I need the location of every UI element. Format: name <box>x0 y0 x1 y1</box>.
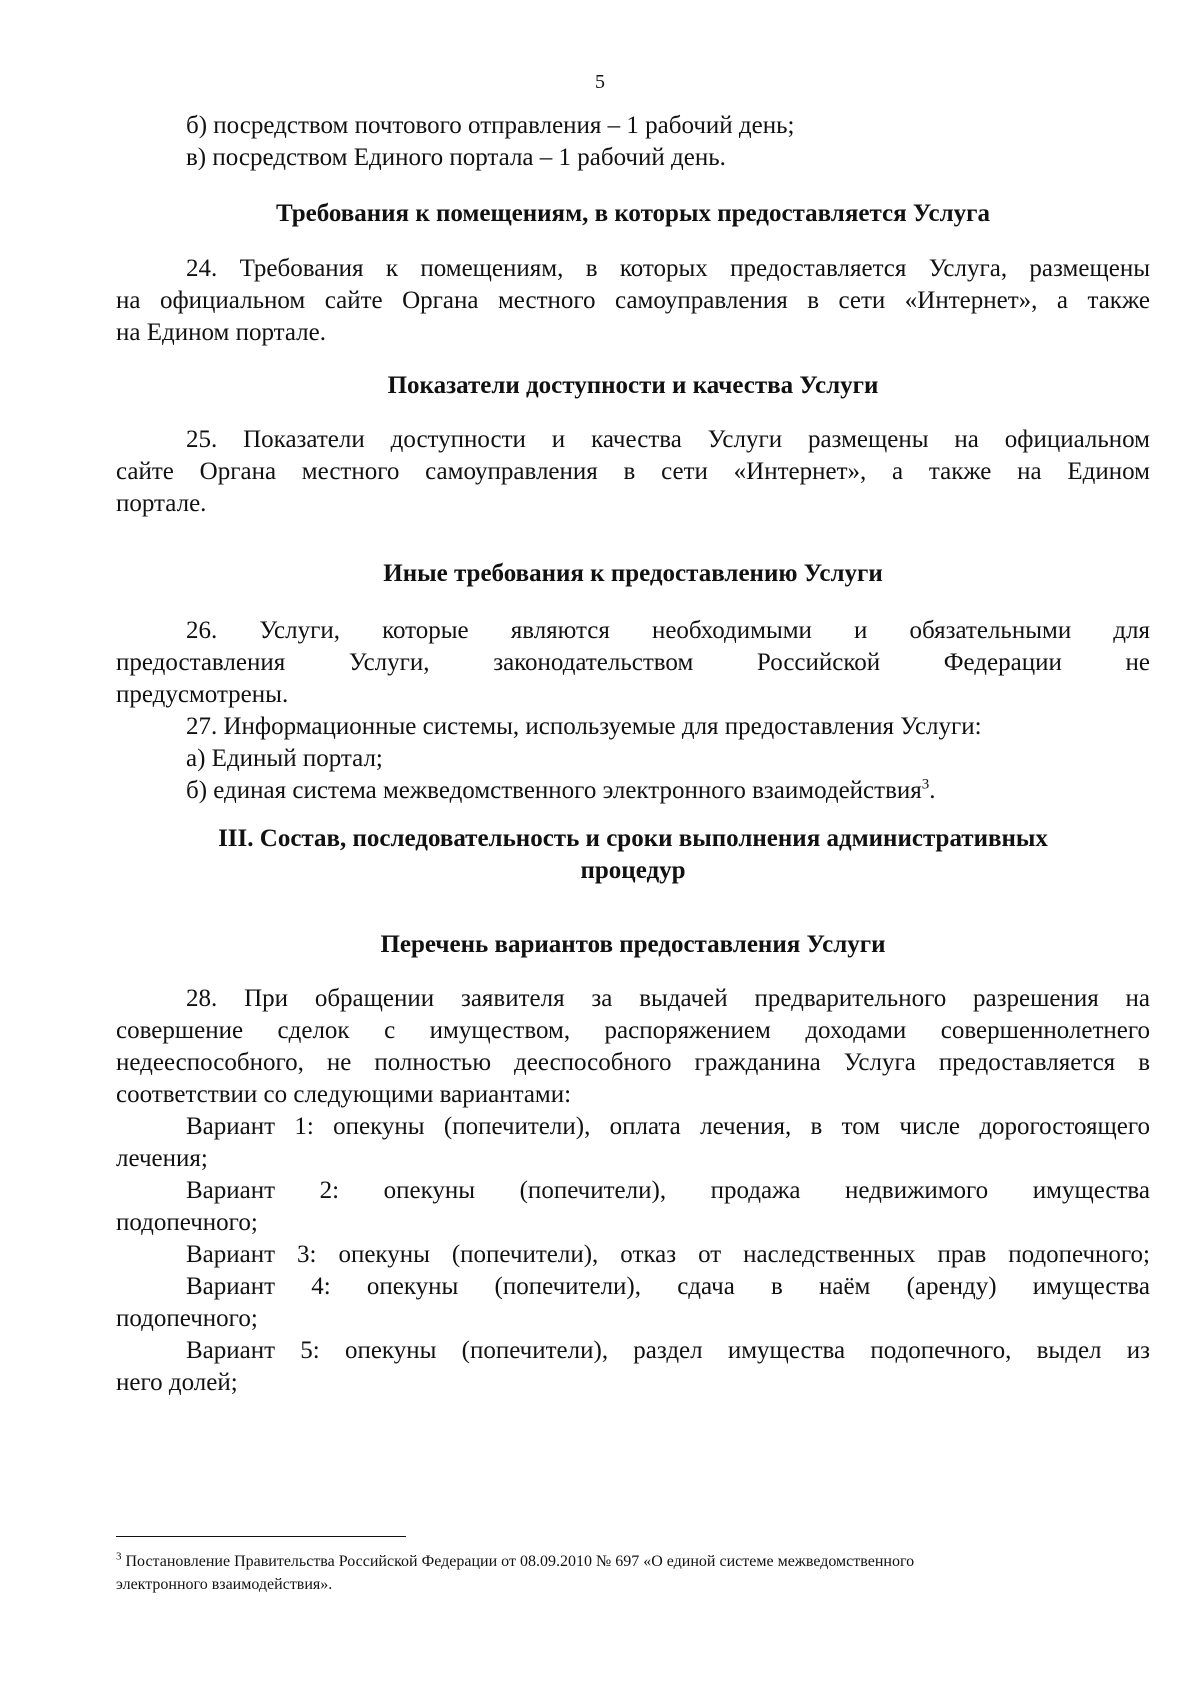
text-line-with-footnote <box>116 775 1150 807</box>
paragraph-24 <box>116 253 1150 349</box>
text-fragment: б) единая система межведомственного электронного взаимодействия <box>186 777 922 804</box>
text-line: предоставления Услуги, законодательством Российской Федерации не <box>116 649 1150 676</box>
text-line: сайте Органа местного самоуправления в сети «Интернет», а также на Едином <box>116 458 1150 485</box>
variant-line: Вариант 3: опекуны (попечители), отказ от наследственных прав подопечного; <box>186 1241 1150 1268</box>
text-line: предусмотрены. <box>116 681 289 708</box>
text-line: на официальном сайте Органа местного самоуправления в сети «Интернет», а также <box>116 287 1150 314</box>
section-heading-variants: Перечень вариантов предоставления Услуги <box>380 931 886 958</box>
text-line: в) посредством Единого портала – 1 рабочий день. <box>186 144 726 171</box>
text-line: подопечного; <box>116 1209 258 1236</box>
variant-line: Вариант 5: опекуны (попечители), раздел имущества подопечного, выдел из <box>186 1337 1150 1364</box>
chapter-heading-line: III. Состав, последовательность и сроки выполнения административных <box>218 825 1048 852</box>
text-line: недееспособного, не полностью дееспособного гражданина Услуга предоставляется в <box>116 1049 1150 1076</box>
text-line: него долей; <box>116 1369 238 1396</box>
text-line: а) Единый портал; <box>186 745 383 772</box>
variant-line: Вариант 2: опекуны (попечители), продажа недвижимого имущества <box>186 1177 1150 1204</box>
text-line: 24. Требования к помещениям, в которых предоставляется Услуга, размещены <box>186 255 1150 282</box>
text-line: б) посредством почтового отправления – 1 рабочий день; <box>186 112 795 139</box>
footnote-line <box>116 1550 1150 1573</box>
text-line: 28. При обращении заявителя за выдачей предварительного разрешения на <box>186 985 1150 1012</box>
section-heading-accessibility: Показатели доступности и качества Услуги <box>387 372 879 399</box>
paragraph-28 <box>116 983 1150 1399</box>
section-heading-other-requirements: Иные требования к предоставлению Услуги <box>383 560 883 587</box>
footnote-line: электронного взаимодействия». <box>116 1576 333 1593</box>
text-line: соответствии со следующими вариантами: <box>116 1081 572 1108</box>
paragraph-25 <box>116 424 1150 520</box>
paragraph-26-27 <box>116 615 1150 807</box>
chapter-heading <box>116 823 1150 887</box>
text-line: 25. Показатели доступности и качества Услуги размещены на официальном <box>186 426 1150 453</box>
footnote <box>116 1550 1150 1596</box>
footnote-reference: 3 <box>921 776 930 793</box>
variant-line: Вариант 1: опекуны (попечители), оплата лечения, в том числе дорогостоящего <box>186 1113 1150 1140</box>
footnote-text: Постановление Правительства Российской Федерации от 08.09.2010 № 697 «О единой системе межведомственного <box>121 1553 915 1570</box>
sentence-period: . <box>929 777 936 804</box>
text-line: портале. <box>116 490 207 517</box>
variant-line: Вариант 4: опекуны (попечители), сдача в наём (аренду) имущества <box>186 1273 1150 1300</box>
text-line: подопечного; <box>116 1305 258 1332</box>
text-line: на Едином портале. <box>116 319 326 346</box>
page-number: 5 <box>595 71 605 93</box>
footnote-separator <box>116 1536 406 1537</box>
chapter-heading-line: процедур <box>580 857 686 884</box>
text-line: совершение сделок с имуществом, распоряжением доходами совершеннолетнего <box>116 1017 1150 1044</box>
intro-paragraph <box>116 110 1150 174</box>
footnote-mark: 3 <box>116 1550 122 1563</box>
text-line: 27. Информационные системы, используемые для предоставления Услуги: <box>186 713 982 740</box>
section-heading-premises: Требования к помещениям, в которых предоставляется Услуга <box>275 200 991 227</box>
text-line: 26. Услуги, которые являются необходимыми и обязательными для <box>186 617 1150 644</box>
text-line: лечения; <box>116 1145 208 1172</box>
